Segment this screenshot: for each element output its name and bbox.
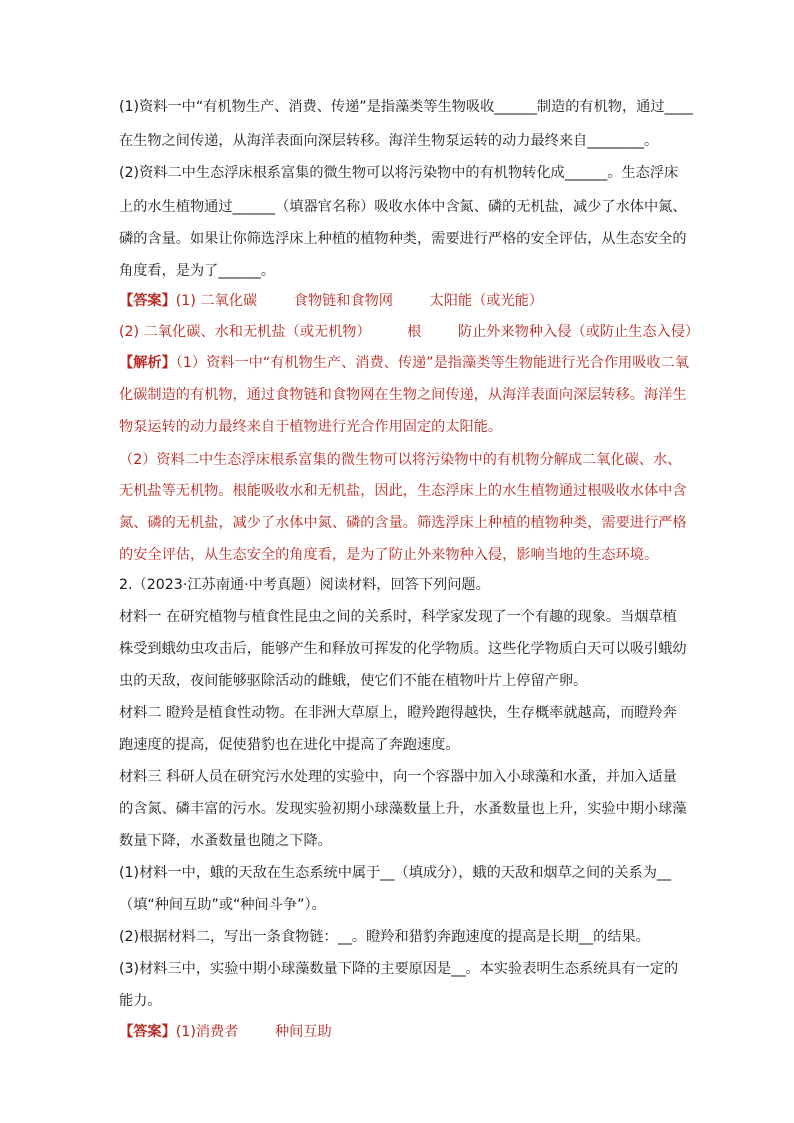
q1-analysis-line3: 物泵运转的动力最终来自于植物进行光合作用固定的太阳能。 bbox=[119, 419, 503, 435]
q2-heading: 2.（2023·江苏南通·中考真题）阅读材料，回答下列问题。 bbox=[119, 577, 490, 593]
analysis-text-1: （1）资料一中“有机物生产、消费、传递”是指藻类等生物能进行光合作用吸收二氧 bbox=[175, 355, 689, 371]
answer2-prefix: (2) bbox=[119, 324, 140, 340]
q2-question1-line1: (1)材料一中，蛾的天敌在生态系统中属于__（填成分），蛾的天敌和烟草之间的关系为__ bbox=[119, 865, 672, 881]
q2-material3-line3: 数量下降，水蚤数量也随之下降。 bbox=[119, 833, 332, 849]
q1-part2-line2: 上的水生植物通过______（填器官名称）吸收水体中含氮、磷的无机盐，减少了水体中氮、 bbox=[119, 199, 687, 215]
q1-analysis-line1 bbox=[119, 353, 689, 373]
answer2-b: 根 bbox=[407, 324, 422, 340]
answer1-prefix: (1) bbox=[175, 293, 196, 309]
q2-answer-line1 bbox=[119, 1022, 332, 1042]
q2-material3-line1: 材料三 科研人员在研究污水处理的实验中，向一个容器中加入小球藻和水蚤，并加入适量 bbox=[119, 769, 677, 785]
q2-material1-line1: 材料一 在研究植物与植食性昆虫之间的关系时，科学家发现了一个有趣的现象。当烟草植 bbox=[119, 609, 677, 625]
q1-analysis-line4: （2）资料二中生态浮床根系富集的微生物可以将污染物中的有机物分解成二氧化碳、水、 bbox=[119, 452, 682, 468]
q1-part2-line4: 角度看，是为了______。 bbox=[119, 263, 276, 279]
q2-question3-line2: 能力。 bbox=[119, 993, 162, 1009]
answer2-a: 二氧化碳、水和无机盐（或无机物） bbox=[143, 324, 371, 340]
answer1-b: 食物链和食物网 bbox=[293, 293, 393, 309]
q1-analysis-line7: 的安全评估，从生态安全的角度看，是为了防止外来物种入侵，影响当地的生态环境。 bbox=[119, 547, 659, 563]
q2-question1-line2: （填“种间互助”或“种间斗争”）。 bbox=[119, 897, 326, 913]
answer2-c: 防止外来物种入侵（或防止生态入侵） bbox=[457, 324, 700, 340]
q1-analysis-line2: 化碳制造的有机物，通过食物链和食物网在生物之间传递，从海洋表面向深层转移。海洋生 bbox=[119, 387, 687, 403]
q2-answer1-a: (1)消费者 bbox=[175, 1024, 239, 1040]
q1-analysis-line6: 氮、磷的无机盐，减少了水体中氮、磷的含量。筛选浮床上种植的植物种类，需要进行严格 bbox=[119, 515, 687, 531]
analysis-tag: 【解析】 bbox=[119, 355, 176, 371]
q1-answer-line1 bbox=[119, 291, 543, 311]
q1-analysis-line5: 无机盐等无机物。根能吸收水和无机盐，因此，生态浮床上的水生植物通过根吸收水体中含 bbox=[119, 483, 687, 499]
answer1-c: 太阳能（或光能） bbox=[429, 293, 544, 309]
q1-part1-line1: (1)资料一中“有机物生产、消费、传递”是指藻类等生物吸收______制造的有机物，通过____ bbox=[119, 99, 693, 115]
q1-part2-line3: 磷的含量。如果让你筛选浮床上种植的植物种类，需要进行严格的安全评估，从生态安全的 bbox=[119, 231, 687, 247]
q1-answer-line2 bbox=[119, 322, 699, 342]
q2-question2-line1: (2)根据材料二，写出一条食物链：__。瞪羚和猎豹奔跑速度的提高是长期__的结果。 bbox=[119, 929, 650, 945]
q2-question3-line1: (3)材料三中，实验中期小球藻数量下降的主要原因是__。本实验表明生态系统具有一定的 bbox=[119, 961, 679, 977]
q1-part1-line2: 在生物之间传递，从海洋表面向深层转移。海洋生物泵运转的动力最终来自________。 bbox=[119, 133, 659, 149]
answer1-a: 二氧化碳 bbox=[200, 293, 258, 309]
q2-material2-line2: 跑速度的提高，促使猎豹也在进化中提高了奔跑速度。 bbox=[119, 737, 460, 753]
q2-material2-line1: 材料二 瞪羚是植食性动物。在非洲大草原上，瞪羚跑得越快，生存概率就越高，而瞪羚奔 bbox=[119, 705, 677, 721]
answer-tag: 【答案】 bbox=[119, 293, 176, 309]
q2-answer1-b: 种间互助 bbox=[274, 1024, 332, 1040]
q2-material1-line3: 虫的天敌，夜间能够驱除活动的雌蛾，使它们不能在植物叶片上停留产卵。 bbox=[119, 673, 588, 689]
q2-material1-line2: 株受到蛾幼虫攻击后，能够产生和释放可挥发的化学物质。这些化学物质白天可以吸引蛾幼 bbox=[119, 641, 687, 657]
q2-answer-tag: 【答案】 bbox=[119, 1024, 176, 1040]
q2-material3-line2: 的含氮、磷丰富的污水。发现实验初期小球藻数量上升，水蚤数量也上升，实验中期小球藻 bbox=[119, 801, 687, 817]
q1-part2-line1: (2)资料二中生态浮床根系富集的微生物可以将污染物中的有机物转化成______。生态浮床 bbox=[119, 165, 679, 181]
